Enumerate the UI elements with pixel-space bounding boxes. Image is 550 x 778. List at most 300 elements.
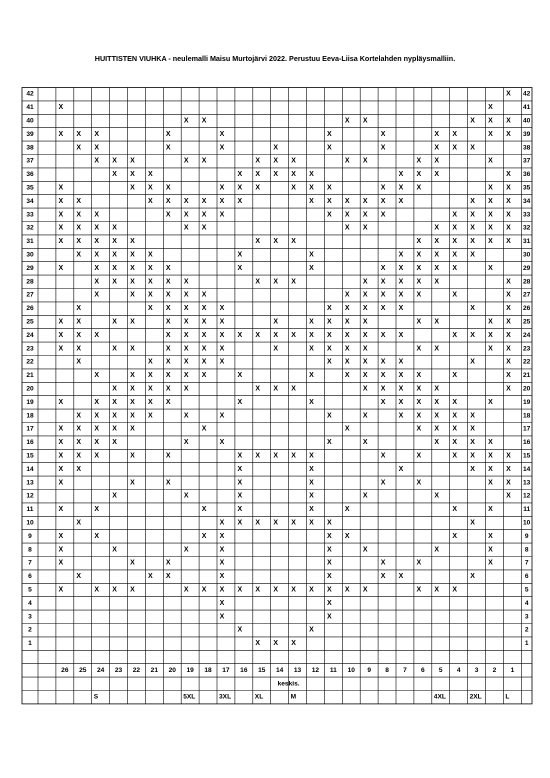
stitch-mark-x: X — [344, 318, 350, 326]
stitch-mark-x: X — [273, 640, 278, 648]
row-number-left: 21 — [26, 372, 34, 380]
stitch-mark-x: X — [183, 546, 189, 554]
stitch-mark-x: X — [488, 479, 493, 487]
stitch-mark-x: X — [488, 465, 493, 473]
stitch-mark-x: X — [452, 425, 457, 433]
stitch-mark-x: X — [130, 586, 135, 594]
stitch-mark-x: X — [434, 345, 440, 353]
stitch-mark-x: X — [506, 465, 511, 473]
stitch-mark-x: X — [219, 412, 225, 420]
stitch-mark-x: X — [506, 171, 511, 179]
stitch-mark-x: X — [362, 345, 368, 353]
stitch-mark-x: X — [398, 184, 404, 192]
column-number: 11 — [329, 666, 337, 674]
stitch-mark-x: X — [94, 264, 99, 272]
row-number-left: 6 — [28, 573, 32, 581]
stitch-mark-x: X — [255, 278, 261, 286]
stitch-mark-x: X — [452, 439, 457, 447]
stitch-mark-x: X — [94, 412, 99, 420]
column-number: 21 — [150, 666, 159, 674]
stitch-mark-x: X — [58, 331, 64, 339]
stitch-mark-x: X — [327, 144, 332, 152]
stitch-mark-x: X — [165, 573, 171, 581]
stitch-mark-x: X — [344, 532, 350, 540]
row-number-left: 34 — [26, 197, 34, 205]
stitch-mark-x: X — [488, 130, 493, 138]
column-number: 16 — [240, 666, 248, 674]
row-number-left: 9 — [28, 532, 32, 540]
stitch-mark-x: X — [327, 331, 332, 339]
stitch-mark-x: X — [434, 385, 440, 393]
row-number-left: 35 — [26, 184, 34, 192]
stitch-mark-x: X — [130, 425, 135, 433]
row-number-right: 18 — [523, 412, 531, 420]
stitch-mark-x: X — [255, 331, 261, 339]
stitch-mark-x: X — [434, 318, 440, 326]
stitch-mark-x: X — [183, 331, 189, 339]
stitch-mark-x: X — [76, 452, 82, 460]
column-number: 18 — [204, 666, 212, 674]
stitch-mark-x: X — [201, 586, 207, 594]
stitch-mark-x: X — [219, 305, 225, 313]
stitch-mark-x: X — [309, 626, 314, 634]
stitch-mark-x: X — [434, 412, 440, 420]
row-number-right: 12 — [523, 492, 531, 500]
stitch-mark-x: X — [76, 439, 82, 447]
size-label: M — [290, 693, 297, 701]
column-number: 13 — [293, 666, 302, 674]
stitch-mark-x: X — [452, 291, 457, 299]
stitch-mark-x: X — [506, 224, 511, 232]
stitch-mark-x: X — [380, 479, 386, 487]
stitch-mark-x: X — [291, 640, 296, 648]
stitch-mark-x: X — [273, 318, 278, 326]
stitch-mark-x: X — [130, 479, 135, 487]
stitch-mark-x: X — [327, 305, 332, 313]
stitch-mark-x: X — [76, 573, 82, 581]
stitch-mark-x: X — [380, 452, 386, 460]
stitch-mark-x: X — [165, 130, 171, 138]
stitch-mark-x: X — [237, 452, 243, 460]
row-number-right: 22 — [523, 358, 531, 366]
stitch-mark-x: X — [130, 412, 135, 420]
row-number-right: 37 — [523, 157, 531, 165]
stitch-mark-x: X — [434, 238, 440, 246]
stitch-mark-x: X — [416, 425, 422, 433]
column-number: 26 — [61, 666, 69, 674]
column-number: 23 — [114, 666, 123, 674]
stitch-mark-x: X — [309, 586, 314, 594]
stitch-mark-x: X — [291, 171, 296, 179]
size-label: 2XL — [469, 693, 482, 701]
stitch-mark-x: X — [416, 184, 422, 192]
stitch-mark-x: X — [130, 398, 135, 406]
stitch-mark-x: X — [130, 184, 135, 192]
row-number-right: 24 — [523, 331, 531, 339]
stitch-mark-x: X — [327, 546, 332, 554]
stitch-mark-x: X — [434, 157, 440, 165]
stitch-mark-x: X — [327, 532, 332, 540]
stitch-mark-x: X — [398, 398, 404, 406]
row-number-left: 8 — [28, 546, 32, 554]
stitch-mark-x: X — [398, 264, 404, 272]
stitch-mark-x: X — [219, 573, 225, 581]
row-number-left: 33 — [26, 211, 34, 219]
stitch-mark-x: X — [398, 197, 404, 205]
stitch-mark-x: X — [130, 264, 135, 272]
stitch-mark-x: X — [183, 291, 189, 299]
stitch-mark-x: X — [237, 626, 243, 634]
stitch-mark-x: X — [130, 291, 135, 299]
stitch-mark-x: X — [94, 372, 99, 380]
stitch-mark-x: X — [219, 130, 225, 138]
stitch-mark-x: X — [130, 372, 135, 380]
stitch-mark-x: X — [76, 144, 82, 152]
row-number-right: 9 — [524, 532, 529, 540]
stitch-mark-x: X — [201, 197, 207, 205]
row-number-left: 39 — [26, 130, 34, 138]
stitch-mark-x: X — [130, 345, 135, 353]
stitch-mark-x: X — [470, 211, 475, 219]
stitch-mark-x: X — [470, 331, 475, 339]
stitch-mark-x: X — [416, 251, 422, 259]
stitch-mark-x: X — [237, 184, 243, 192]
stitch-mark-x: X — [76, 519, 82, 527]
stitch-mark-x: X — [327, 412, 332, 420]
stitch-mark-x: X — [291, 157, 296, 165]
row-number-left: 29 — [26, 264, 34, 272]
stitch-mark-x: X — [165, 278, 171, 286]
stitch-mark-x: X — [112, 546, 117, 554]
stitch-mark-x: X — [452, 412, 457, 420]
stitch-mark-x: X — [398, 412, 404, 420]
row-number-right: 34 — [523, 197, 531, 205]
stitch-mark-x: X — [219, 559, 225, 567]
stitch-mark-x: X — [470, 224, 475, 232]
stitch-mark-x: X — [506, 211, 511, 219]
stitch-mark-x: X — [344, 372, 350, 380]
stitch-mark-x: X — [183, 157, 189, 165]
stitch-mark-x: X — [237, 465, 243, 473]
stitch-mark-x: X — [488, 559, 493, 567]
center-label: keskis. — [277, 680, 300, 688]
stitch-mark-x: X — [148, 573, 153, 581]
stitch-mark-x: X — [183, 305, 189, 313]
stitch-mark-x: X — [237, 331, 243, 339]
row-number-right: 8 — [524, 546, 529, 554]
stitch-mark-x: X — [148, 264, 153, 272]
stitch-mark-x: X — [380, 385, 386, 393]
stitch-mark-x: X — [148, 305, 153, 313]
row-number-right: 7 — [524, 559, 529, 567]
stitch-mark-x: X — [380, 184, 386, 192]
stitch-mark-x: X — [434, 425, 440, 433]
stitch-mark-x: X — [398, 465, 404, 473]
stitch-mark-x: X — [327, 345, 332, 353]
column-number: 25 — [79, 666, 87, 674]
stitch-mark-x: X — [273, 452, 278, 460]
stitch-mark-x: X — [398, 278, 404, 286]
stitch-mark-x: X — [148, 278, 153, 286]
column-number: 19 — [186, 666, 194, 674]
stitch-mark-x: X — [327, 318, 332, 326]
stitch-mark-x: X — [273, 238, 278, 246]
stitch-mark-x: X — [165, 398, 171, 406]
row-number-left: 27 — [26, 291, 34, 299]
stitch-mark-x: X — [416, 291, 422, 299]
stitch-mark-x: X — [434, 130, 440, 138]
row-number-right: 16 — [523, 439, 531, 447]
size-label: 5XL — [183, 693, 196, 701]
row-number-left: 28 — [26, 278, 34, 286]
stitch-mark-x: X — [201, 345, 207, 353]
stitch-mark-x: X — [112, 224, 117, 232]
stitch-mark-x: X — [506, 358, 511, 366]
row-number-left: 37 — [26, 157, 34, 165]
stitch-mark-x: X — [470, 251, 475, 259]
stitch-mark-x: X — [488, 345, 493, 353]
row-number-left: 7 — [28, 559, 32, 567]
stitch-mark-x: X — [327, 599, 332, 607]
stitch-mark-x: X — [488, 398, 493, 406]
stitch-mark-x: X — [183, 117, 189, 125]
stitch-mark-x: X — [237, 171, 243, 179]
stitch-mark-x: X — [452, 251, 457, 259]
pattern-title: HUITTISTEN VIUHKA - neulemalli Maisu Murtojärvi 2022. Perustuu Eeva-Liisa Kortelahden nypläysmalliin. — [94, 54, 456, 63]
stitch-mark-x: X — [452, 211, 457, 219]
row-number-left: 14 — [26, 465, 34, 473]
stitch-mark-x: X — [165, 211, 171, 219]
stitch-mark-x: X — [327, 559, 332, 567]
stitch-mark-x: X — [344, 358, 350, 366]
stitch-mark-x: X — [434, 224, 440, 232]
stitch-mark-x: X — [344, 331, 350, 339]
stitch-mark-x: X — [219, 613, 225, 621]
stitch-mark-x: X — [362, 291, 368, 299]
stitch-mark-x: X — [76, 318, 82, 326]
stitch-mark-x: X — [112, 398, 117, 406]
stitch-mark-x: X — [219, 197, 225, 205]
stitch-mark-x: X — [327, 613, 332, 621]
row-number-left: 20 — [26, 385, 34, 393]
stitch-mark-x: X — [112, 345, 117, 353]
stitch-mark-x: X — [183, 439, 189, 447]
stitch-mark-x: X — [362, 412, 368, 420]
stitch-mark-x: X — [237, 251, 243, 259]
stitch-mark-x: X — [434, 171, 440, 179]
stitch-mark-x: X — [452, 532, 457, 540]
row-number-right: 19 — [523, 398, 531, 406]
stitch-mark-x: X — [58, 345, 64, 353]
stitch-mark-x: X — [362, 492, 368, 500]
stitch-mark-x: X — [506, 197, 511, 205]
stitch-mark-x: X — [58, 211, 64, 219]
stitch-mark-x: X — [76, 425, 82, 433]
stitch-mark-x: X — [344, 211, 350, 219]
stitch-mark-x: X — [434, 546, 440, 554]
stitch-mark-x: X — [309, 452, 314, 460]
stitch-mark-x: X — [76, 197, 82, 205]
stitch-mark-x: X — [362, 224, 368, 232]
row-number-right: 28 — [523, 278, 531, 286]
stitch-mark-x: X — [76, 305, 82, 313]
stitch-mark-x: X — [201, 117, 207, 125]
stitch-mark-x: X — [94, 130, 99, 138]
stitch-mark-x: X — [470, 425, 475, 433]
stitch-mark-x: X — [201, 211, 207, 219]
stitch-mark-x: X — [362, 305, 368, 313]
stitch-mark-x: X — [76, 224, 82, 232]
stitch-mark-x: X — [398, 385, 404, 393]
stitch-mark-x: X — [470, 465, 475, 473]
stitch-mark-x: X — [237, 519, 243, 527]
stitch-mark-x: X — [380, 144, 386, 152]
stitch-mark-x: X — [380, 372, 386, 380]
stitch-mark-x: X — [112, 278, 117, 286]
stitch-mark-x: X — [219, 144, 225, 152]
stitch-mark-x: X — [488, 318, 493, 326]
stitch-mark-x: X — [434, 398, 440, 406]
stitch-mark-x: X — [327, 358, 332, 366]
stitch-mark-x: X — [327, 211, 332, 219]
row-number-left: 4 — [28, 599, 32, 607]
stitch-mark-x: X — [291, 519, 296, 527]
stitch-mark-x: X — [488, 546, 493, 554]
stitch-mark-x: X — [506, 117, 511, 125]
stitch-mark-x: X — [165, 184, 171, 192]
stitch-mark-x: X — [434, 278, 440, 286]
stitch-mark-x: X — [452, 331, 457, 339]
stitch-mark-x: X — [416, 171, 422, 179]
row-number-right: 6 — [524, 573, 529, 581]
stitch-mark-x: X — [434, 439, 440, 447]
row-number-right: 1 — [524, 640, 529, 648]
stitch-mark-x: X — [112, 251, 117, 259]
stitch-mark-x: X — [237, 197, 243, 205]
stitch-mark-x: X — [148, 197, 153, 205]
stitch-mark-x: X — [255, 452, 261, 460]
stitch-mark-x: X — [398, 573, 404, 581]
row-number-left: 13 — [26, 479, 34, 487]
stitch-mark-x: X — [183, 586, 189, 594]
row-number-right: 4 — [524, 599, 529, 607]
stitch-mark-x: X — [112, 157, 117, 165]
row-number-left: 3 — [28, 613, 32, 621]
stitch-mark-x: X — [380, 573, 386, 581]
stitch-mark-x: X — [470, 117, 475, 125]
row-number-right: 41 — [523, 104, 531, 112]
stitch-mark-x: X — [94, 532, 99, 540]
stitch-mark-x: X — [398, 171, 404, 179]
stitch-mark-x: X — [398, 331, 404, 339]
stitch-mark-x: X — [112, 586, 117, 594]
stitch-mark-x: X — [201, 532, 207, 540]
stitch-mark-x: X — [309, 331, 314, 339]
stitch-mark-x: X — [219, 318, 225, 326]
stitch-mark-x: X — [94, 211, 99, 219]
stitch-mark-x: X — [237, 372, 243, 380]
size-label: 4XL — [433, 693, 446, 701]
stitch-mark-x: X — [452, 452, 457, 460]
stitch-mark-x: X — [416, 452, 422, 460]
stitch-mark-x: X — [380, 305, 386, 313]
stitch-mark-x: X — [362, 117, 368, 125]
stitch-mark-x: X — [291, 278, 296, 286]
size-label: L — [505, 693, 510, 701]
stitch-mark-x: X — [237, 506, 243, 514]
stitch-mark-x: X — [165, 372, 171, 380]
stitch-mark-x: X — [148, 358, 153, 366]
stitch-mark-x: X — [344, 305, 350, 313]
stitch-mark-x: X — [506, 305, 511, 313]
column-number: 6 — [421, 666, 425, 674]
column-number: 15 — [258, 666, 266, 674]
stitch-mark-x: X — [273, 331, 278, 339]
stitch-mark-x: X — [398, 305, 404, 313]
stitch-mark-x: X — [398, 372, 404, 380]
row-number-left: 18 — [26, 412, 34, 420]
stitch-mark-x: X — [219, 519, 225, 527]
stitch-mark-x: X — [130, 278, 135, 286]
stitch-mark-x: X — [255, 157, 261, 165]
stitch-mark-x: X — [94, 251, 99, 259]
stitch-mark-x: X — [273, 157, 278, 165]
column-number: 14 — [275, 666, 284, 674]
stitch-mark-x: X — [148, 184, 153, 192]
stitch-mark-x: X — [416, 238, 422, 246]
stitch-mark-x: X — [506, 331, 511, 339]
stitch-mark-x: X — [130, 157, 135, 165]
stitch-mark-x: X — [58, 224, 64, 232]
stitch-mark-x: X — [148, 398, 153, 406]
stitch-mark-x: X — [94, 157, 99, 165]
stitch-mark-x: X — [148, 251, 153, 259]
stitch-mark-x: X — [506, 345, 511, 353]
stitch-mark-x: X — [165, 358, 171, 366]
stitch-mark-x: X — [470, 412, 475, 420]
stitch-mark-x: X — [58, 197, 64, 205]
stitch-mark-x: X — [309, 519, 314, 527]
stitch-mark-x: X — [255, 238, 261, 246]
stitch-mark-x: X — [506, 278, 511, 286]
stitch-mark-x: X — [273, 144, 278, 152]
stitch-mark-x: X — [112, 318, 117, 326]
column-number: 9 — [367, 666, 371, 674]
stitch-mark-x: X — [76, 211, 82, 219]
stitch-mark-x: X — [94, 439, 99, 447]
stitch-mark-x: X — [112, 171, 117, 179]
stitch-mark-x: X — [201, 224, 207, 232]
stitch-mark-x: X — [76, 465, 82, 473]
stitch-mark-x: X — [309, 251, 314, 259]
stitch-mark-x: X — [380, 197, 386, 205]
stitch-mark-x: X — [506, 385, 511, 393]
stitch-mark-x: X — [452, 130, 457, 138]
stitch-mark-x: X — [344, 117, 350, 125]
stitch-mark-x: X — [380, 264, 386, 272]
stitch-mark-x: X — [506, 184, 511, 192]
stitch-mark-x: X — [219, 546, 225, 554]
stitch-mark-x: X — [273, 171, 278, 179]
row-number-left: 22 — [26, 358, 34, 366]
row-number-right: 25 — [523, 318, 531, 326]
stitch-mark-x: X — [380, 211, 386, 219]
row-number-left: 19 — [26, 398, 34, 406]
stitch-mark-x: X — [255, 385, 261, 393]
column-number: 2 — [492, 666, 497, 674]
stitch-mark-x: X — [344, 197, 350, 205]
row-number-left: 36 — [26, 171, 34, 179]
